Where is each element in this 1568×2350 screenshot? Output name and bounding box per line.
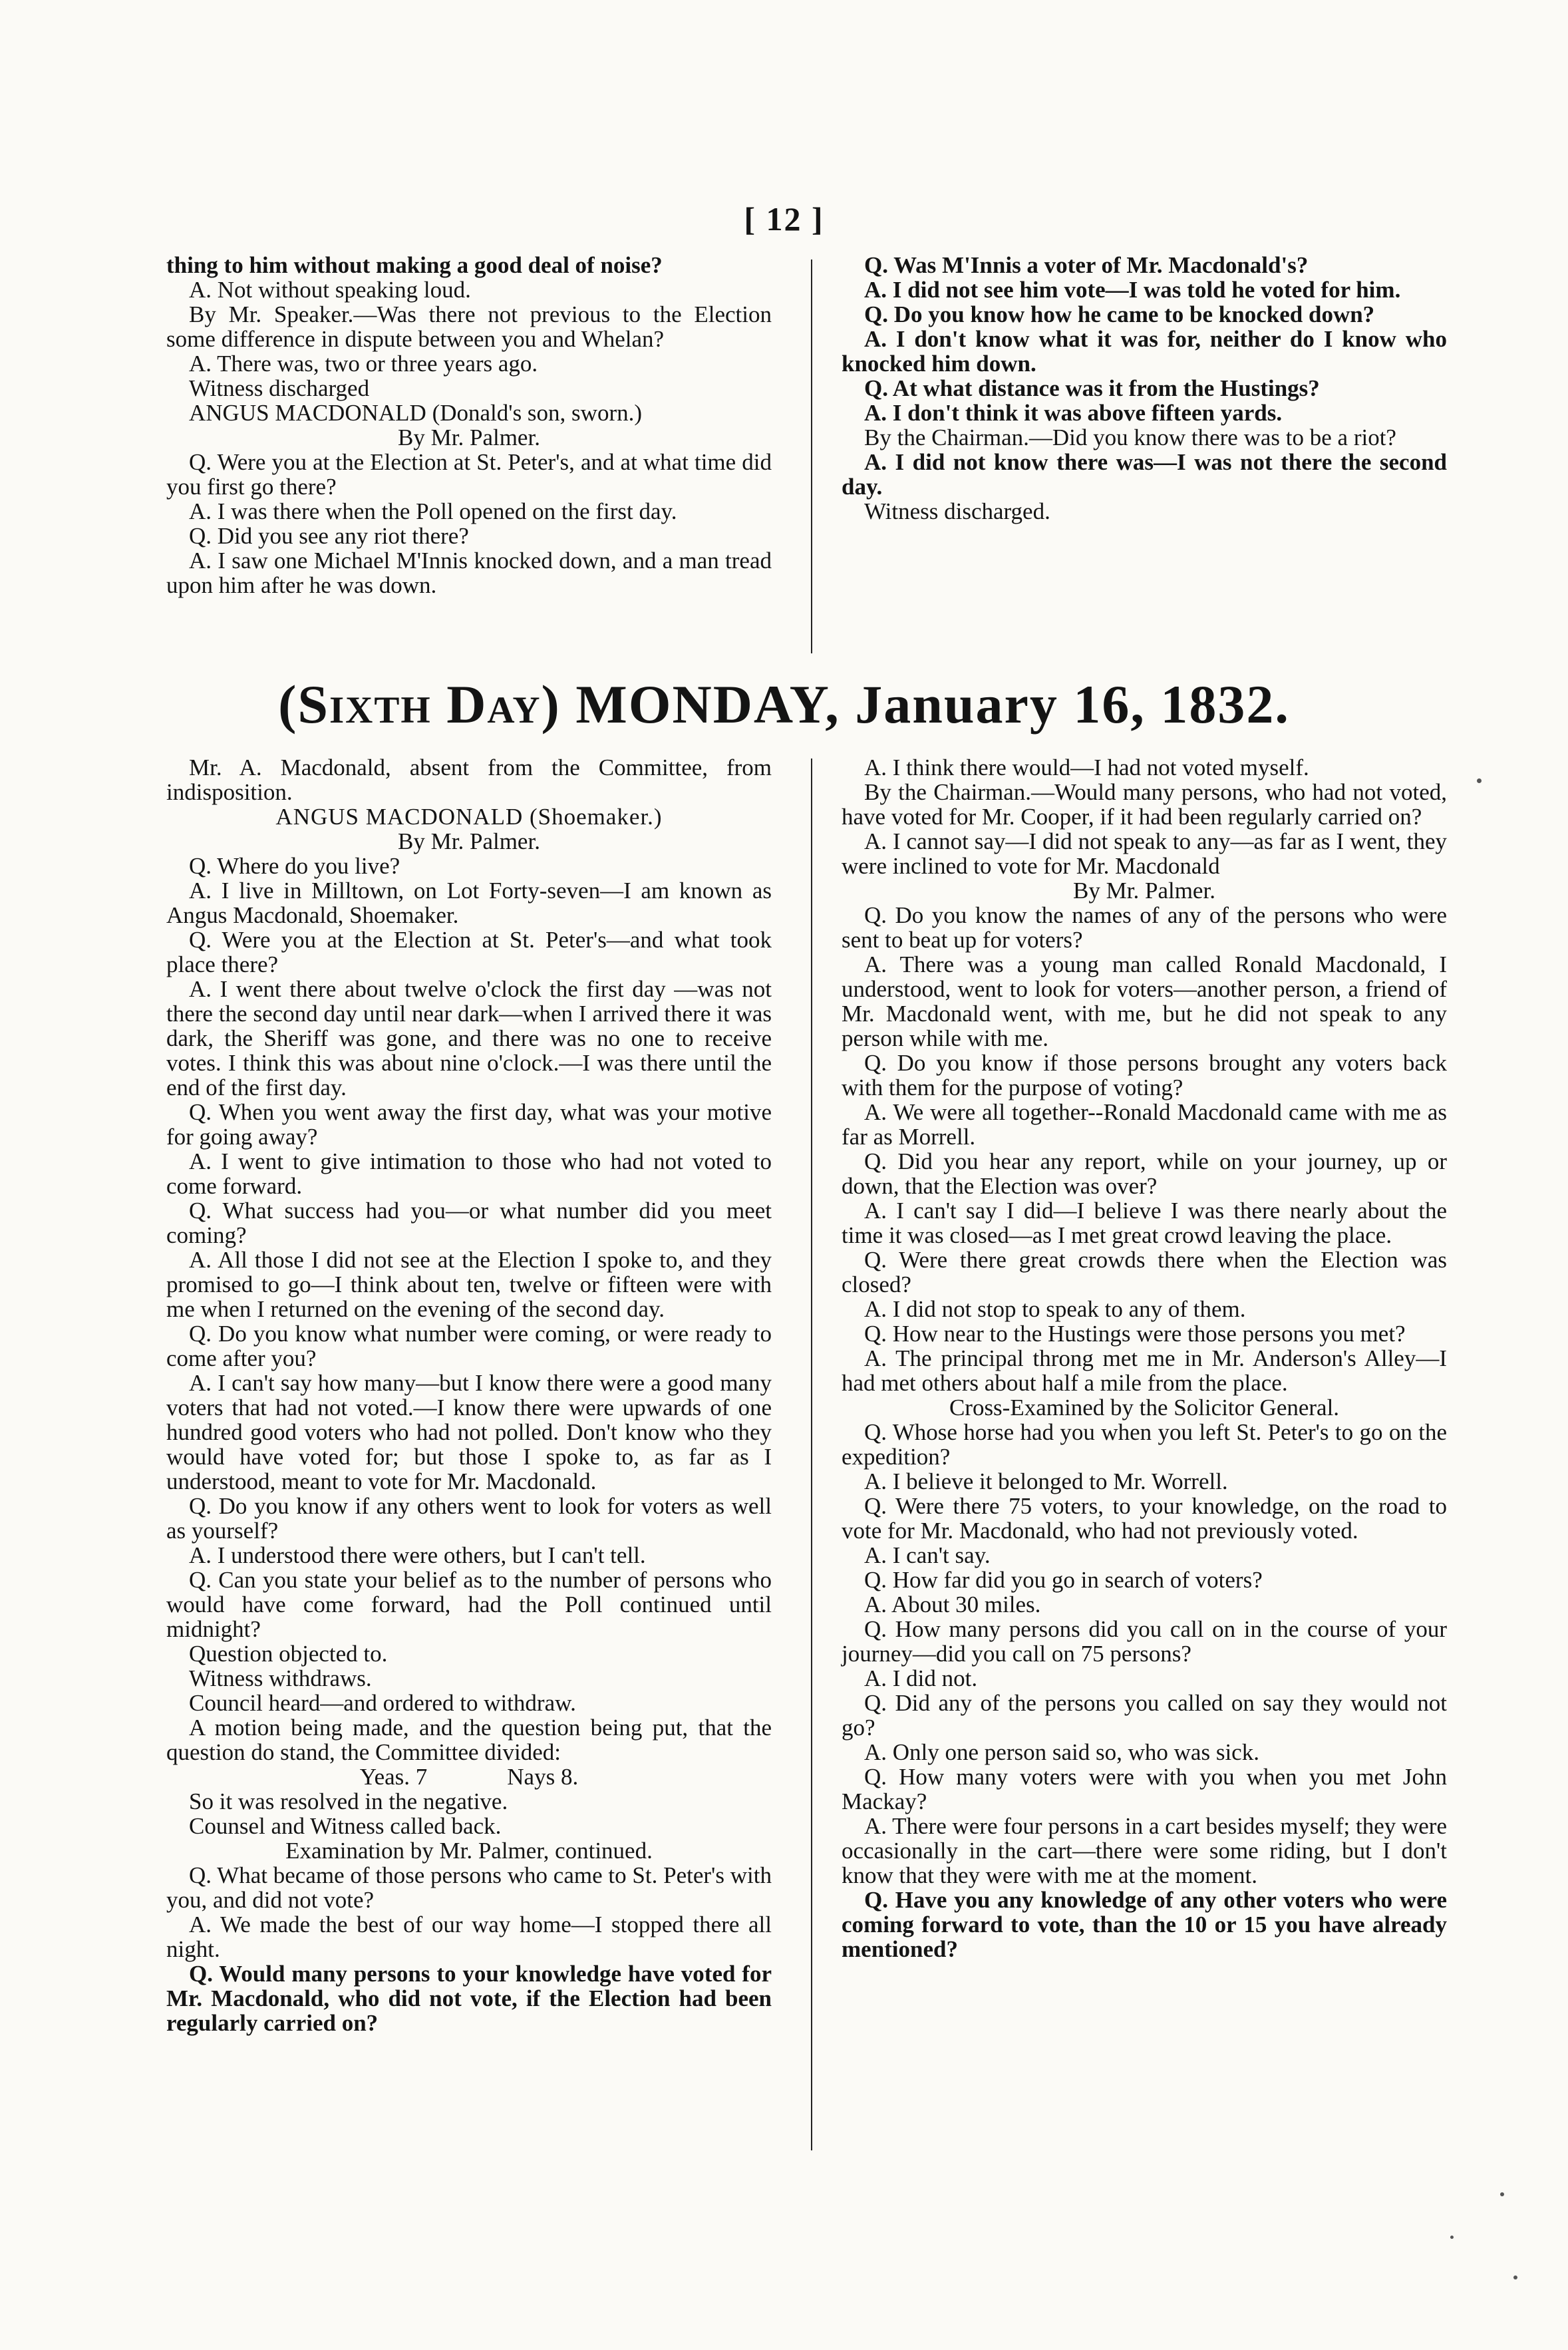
column-divider-bottom [811, 758, 812, 2150]
paragraph: A. I can't say how many—but I know there were a good many voters that had not voted.—I know there were upwards of one hundred good voters who had not polled. Don't know who they would have voted for; but those I spoke to, as far as I understood, meant to vote for Mr. Macdonald. [166, 1370, 772, 1494]
vote-yeas: Yeas. 7 [359, 1764, 428, 1790]
paragraph: A. I think there would—I had not voted myself. [864, 755, 1309, 780]
print-speck [1477, 778, 1482, 783]
paragraph: Q. Do you know the names of any of the persons who were sent to beat up for voters? [842, 902, 1447, 953]
paragraph: A. Not without speaking loud. [189, 277, 471, 303]
day-heading [0, 673, 1568, 736]
paragraph: So it was resolved in the negative. [189, 1788, 508, 1814]
paragraph: By Mr. Palmer. [398, 424, 540, 450]
print-speck [1450, 2236, 1454, 2239]
paragraph: A. I don't know what it was for, neither do I know who knocked him down. [842, 326, 1447, 377]
paragraph: Q. At what distance was it from the Hustings? [864, 375, 1320, 401]
paragraph: Q. Do you know what number were coming, or were ready to come after you? [166, 1321, 772, 1371]
paragraph: A. There was, two or three years ago. [189, 351, 538, 377]
paragraph: A. There were four persons in a cart besides myself; they were occasionally in the cart—there were some riding, but I don't know that they were with me at the moment. [842, 1813, 1447, 1888]
paragraph: A. We were all together--Ronald Macdonald came with me as far as Morrell. [842, 1099, 1447, 1150]
paragraph: A. There was a young man called Ronald Macdonald, I understood, went to look for voters—another person, a friend of Mr. Macdonald went, with me, but he did not speak to any person while with me. [842, 951, 1447, 1051]
paragraph: Q. Do you know how he came to be knocked down? [864, 301, 1375, 327]
paragraph: Q. What became of those persons who came to St. Peter's with you, and did not vote? [166, 1862, 772, 1913]
paragraph: Q. Were you at the Election at St. Peter's, and at what time did you first go there? [166, 449, 772, 500]
day-heading-date: MONDAY, January 16, 1832. [575, 674, 1290, 735]
paragraph: A. I cannot say—I did not speak to any—as far as I went, they were inclined to vote for Mr. Macdonald [842, 828, 1447, 879]
paragraph: Q. Whose horse had you when you left St. Peter's to go on the expedition? [842, 1419, 1447, 1470]
paragraph: Q. Where do you live? [189, 853, 400, 879]
paragraph: Q. Did you see any riot there? [189, 523, 469, 549]
paragraph: By Mr. Speaker.—Was there not previous to the Election some difference in dispute between you and Whelan? [166, 301, 772, 352]
paragraph: Q. Were you at the Election at St. Peter's—and what took place there? [166, 927, 772, 977]
paragraph: Q. How many persons did you call on in the course of your journey—did you call on 75 persons? [842, 1616, 1447, 1667]
division-vote [166, 1764, 772, 1789]
paragraph: Cross-Examined by the Solicitor General. [949, 1395, 1340, 1421]
paragraph: A. Only one person said so, who was sick. [864, 1739, 1259, 1765]
top-left-column [166, 253, 772, 597]
paragraph: Q. Were there great crowds there when the Election was closed? [842, 1247, 1447, 1297]
paragraph: A. I did not see him vote—I was told he voted for him. [864, 277, 1401, 303]
paragraph: A. I can't say I did—I believe I was there nearly about the time it was closed—as I met great crowd leaving the place. [842, 1198, 1447, 1248]
paragraph: Witness withdraws. [189, 1665, 372, 1691]
paragraph: By the Chairman.—Would many persons, who had not voted, have voted for Mr. Cooper, if it had been regularly carried on? [842, 779, 1447, 830]
paragraph: Q. Was M'Innis a voter of Mr. Macdonald's? [864, 252, 1309, 278]
paragraph: Witness discharged. [864, 498, 1050, 524]
print-speck [1500, 2192, 1504, 2196]
paragraph: A. I was there when the Poll opened on the first day. [189, 498, 677, 524]
paragraph: Q. Did you hear any report, while on your journey, up or down, that the Election was over? [842, 1148, 1447, 1199]
bottom-left-column [166, 755, 772, 2035]
paragraph: Mr. A. Macdonald, absent from the Committee, from indisposition. [166, 755, 772, 805]
paragraph: A. All those I did not see at the Election I spoke to, and they promised to go—I think about ten, twelve or fifteen were with me when I returned on the evening of the second day. [166, 1247, 772, 1322]
paragraph: Witness discharged [189, 375, 370, 401]
paragraph: A. I can't say. [864, 1542, 991, 1568]
paragraph: By Mr. Palmer. [1073, 878, 1215, 904]
paragraph: A. I went to give intimation to those who had not voted to come forward. [166, 1148, 772, 1199]
paragraph: A. I saw one Michael M'Innis knocked down, and a man tread upon him after he was down. [166, 548, 772, 598]
paragraph: ANGUS MACDONALD (Donald's son, sworn.) [189, 400, 643, 426]
paragraph: A. I went there about twelve o'clock the first day —was not there the second day until near dark—when I arrived there it was dark, the Sheriff was gone, and there was no one to receive votes. I think this was about nine o'clock.—I was there until the end of the first day. [166, 976, 772, 1100]
paragraph: Q. Do you know if those persons brought any voters back with them for the purpose of voting? [842, 1050, 1447, 1100]
paragraph: Q. Can you state your belief as to the number of persons who would have come forward, had the Poll continued until midnight? [166, 1567, 772, 1642]
paragraph: A. I did not stop to speak to any of them. [864, 1296, 1246, 1322]
paragraph: A. I understood there were others, but I can't tell. [189, 1542, 646, 1568]
paragraph: A. I believe it belonged to Mr. Worrell. [864, 1468, 1228, 1494]
bottom-left-paragraphs [166, 755, 772, 1764]
paragraph: Counsel and Witness called back. [189, 1813, 502, 1839]
paragraph: A. About 30 miles. [864, 1592, 1041, 1617]
paragraph: A. I live in Milltown, on Lot Forty-seven—I am known as Angus Macdonald, Shoemaker. [166, 878, 772, 928]
paragraph: Examination by Mr. Palmer, continued. [285, 1838, 653, 1864]
paragraph: thing to him without making a good deal of noise? [166, 252, 663, 278]
paragraph: Q. How many voters were with you when you met John Mackay? [842, 1764, 1447, 1814]
bottom-right-column [842, 755, 1447, 1961]
paragraph: Q. How near to the Hustings were those persons you met? [864, 1321, 1406, 1347]
paragraph: A. We made the best of our way home—I stopped there all night. [166, 1912, 772, 1962]
page-number: [ 12 ] [744, 200, 824, 238]
paragraph: Q. Were there 75 voters, to your knowledge, on the road to vote for Mr. Macdonald, who had not previously voted. [842, 1493, 1447, 1544]
top-right-column [842, 253, 1447, 524]
paragraph: By Mr. Palmer. [398, 828, 540, 854]
column-divider-top [811, 259, 812, 653]
paragraph: Question objected to. [189, 1641, 388, 1667]
paragraph: Q. Would many persons to your knowledge have voted for Mr. Macdonald, who did not vote, if the Election had been regularly carried on? [166, 1961, 772, 2036]
paragraph: Q. What success had you—or what number did you meet coming? [166, 1198, 772, 1248]
vote-nays: Nays 8. [507, 1764, 579, 1790]
paragraph: A. I did not know there was—I was not there the second day. [842, 449, 1447, 500]
paragraph: Q. When you went away the first day, what was your motive for going away? [166, 1099, 772, 1150]
bottom-left-paragraphs-end [166, 1789, 772, 2035]
paragraph: Q. How far did you go in search of voters? [864, 1567, 1263, 1593]
paragraph: A. I don't think it was above fifteen yards. [864, 400, 1283, 426]
paragraph: A. The principal throng met me in Mr. Anderson's Alley—I had met others about half a mile from the place. [842, 1345, 1447, 1396]
paragraph: A. I did not. [864, 1665, 978, 1691]
paragraph: A motion being made, and the question being put, that the question do stand, the Committee divided: [166, 1715, 772, 1765]
paragraph: Council heard—and ordered to withdraw. [189, 1690, 576, 1716]
paragraph: ANGUS MACDONALD (Shoemaker.) [275, 804, 663, 830]
paragraph: Q. Do you know if any others went to look for voters as well as yourself? [166, 1493, 772, 1544]
print-speck [1513, 2275, 1517, 2279]
paragraph: Q. Did any of the persons you called on say they would not go? [842, 1690, 1447, 1741]
day-heading-day: (Sixth Day) [278, 674, 561, 735]
paragraph: Q. Have you any knowledge of any other voters who were coming forward to vote, than the 10 or 15 you have already mentioned? [842, 1887, 1447, 1962]
paragraph: By the Chairman.—Did you know there was to be a riot? [864, 424, 1396, 450]
